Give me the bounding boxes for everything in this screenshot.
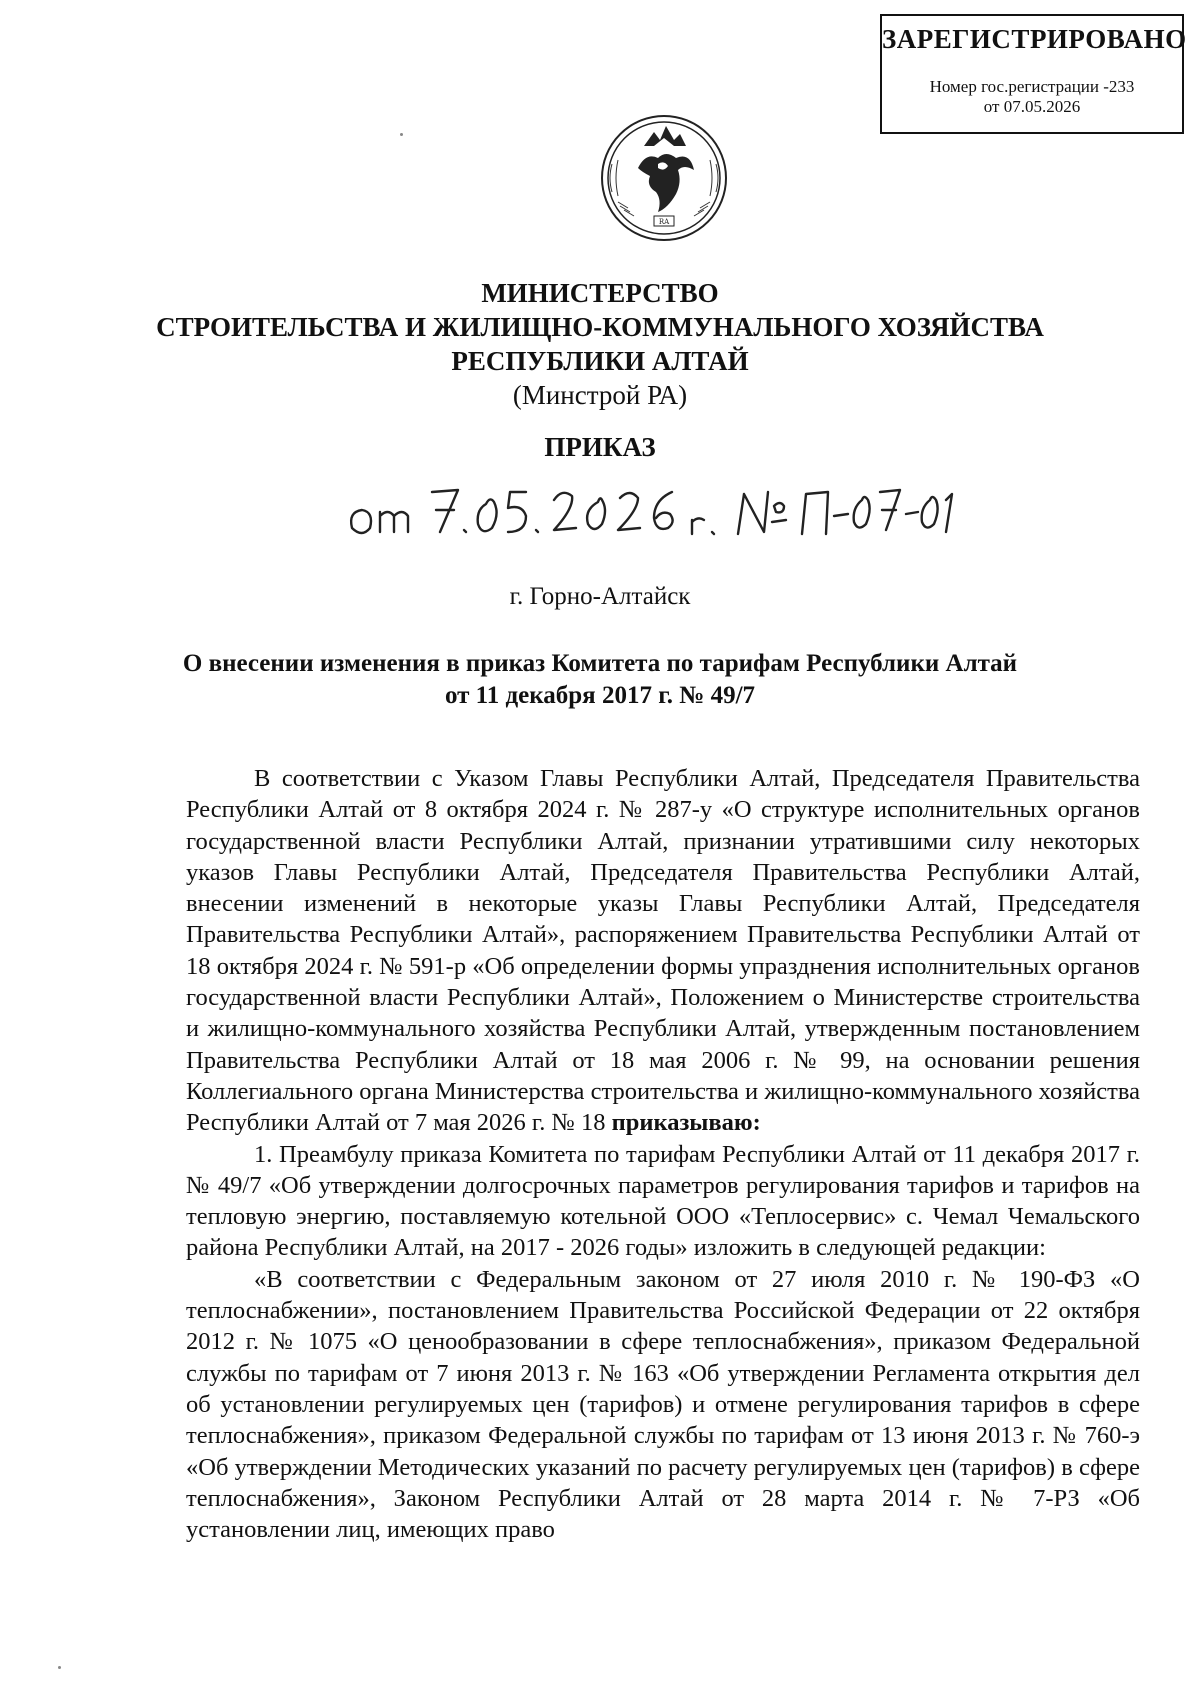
preamble-paragraph bbox=[186, 763, 1140, 1139]
subject-line-2: от 11 декабря 2017 г. № 49/7 bbox=[444, 682, 756, 709]
ministry-short-name: (Минстрой РА) bbox=[512, 380, 688, 410]
handwritten-date-number bbox=[340, 470, 960, 560]
quoted-preamble-paragraph: «В соответствии с Федеральным законом от 27 июля 2010 г. № 190-ФЗ «О теплоснабжении», постановлением Правительства Российской Федерации от 22 октября 2012 г. № 1075 «О ценообразовании в сфере теплоснабжения», приказом Федеральной службы по тарифам от 7 июня 2013 г. № 163 «Об утверждении Регламента открытия дел об установлении регулируемых цен (тарифов) и отмене регулирования тарифов в сфере теплоснабжения», приказом Федеральной службы по тарифам от 13 июня 2013 г. № 760-э «Об утверждении Методических указаний по расчету регулируемых цен (тарифов) в сфере теплоснабжения», Законом Республики Алтай от 28 марта 2014 г. № 7-РЗ «Об установлении лиц, имеющих право bbox=[186, 1265, 1140, 1544]
scan-speck bbox=[400, 133, 403, 136]
order-word: приказываю: bbox=[611, 1109, 761, 1137]
ministry-header bbox=[0, 276, 1200, 412]
order-title: ПРИКАЗ bbox=[544, 432, 656, 462]
order-subject bbox=[0, 648, 1200, 712]
registration-stamp bbox=[880, 14, 1187, 134]
svg-text:RA: RA bbox=[658, 218, 670, 226]
subject-line-1: О внесении изменения в приказ Комитета по тарифам Республики Алтай bbox=[182, 650, 1018, 677]
ministry-line-3: РЕСПУБЛИКИ АЛТАЙ bbox=[451, 346, 749, 376]
stamp-registration-number: Номер гос.регистрации -233 bbox=[929, 77, 1135, 96]
ministry-line-1: МИНИСТЕРСТВО bbox=[481, 278, 719, 308]
coat-of-arms-icon bbox=[598, 112, 730, 244]
preamble-text: В соответствии с Указом Главы Республики Алтай, Председателя Правительства Республики Алтай от 8 октября 2024 г. № 287-у «О структуре исполнительных органов государственной власти Республики Алтай, признании утратившими силу некоторых указов Главы Республики Алтай, Председателя Правительства Республики Алтай, внесении изменений в некоторые указы Главы Республики Алтай, Председателя Правительства Республики Алтай», распоряжением Правительства Республики Алтай от 18 октября 2024 г. № 591-р «Об определении формы упразднения исполнительных органов государственной власти Республики Алтай», Положением о Министерстве строительства и жилищно-коммунального хозяйства Республики Алтай, утвержденным постановлением Правительства Республики Алтай от 18 мая 2006 г. № 99, на основании решения Коллегиального органа Министерства строительства и жилищно-коммунального хозяйства Республики Алтай от 7 мая 2026 г. № 18 bbox=[186, 765, 1140, 1137]
ministry-line-2: СТРОИТЕЛЬСТВА И ЖИЛИЩНО-КОММУНАЛЬНОГО ХОЗЯЙСТВА bbox=[156, 312, 1044, 342]
order-body bbox=[186, 763, 1140, 1545]
stamp-registration-date: от 07.05.2026 bbox=[983, 97, 1081, 116]
stamp-title: ЗАРЕГИСТРИРОВАНО bbox=[882, 24, 1187, 54]
city-name: г. Горно-Алтайск bbox=[509, 583, 691, 610]
item-1-paragraph: 1. Преамбулу приказа Комитета по тарифам Республики Алтай от 11 декабря 2017 г. № 49/7 «Об утверждении долгосрочных параметров регулирования тарифов и тарифов на тепловую энергию, поставляемую котельной ООО «Теплосервис» с. Чемал Чемальского района Республики Алтай, на 2017 - 2026 годы» изложить в следующей редакции: bbox=[186, 1140, 1140, 1262]
scan-speck bbox=[58, 1666, 61, 1669]
